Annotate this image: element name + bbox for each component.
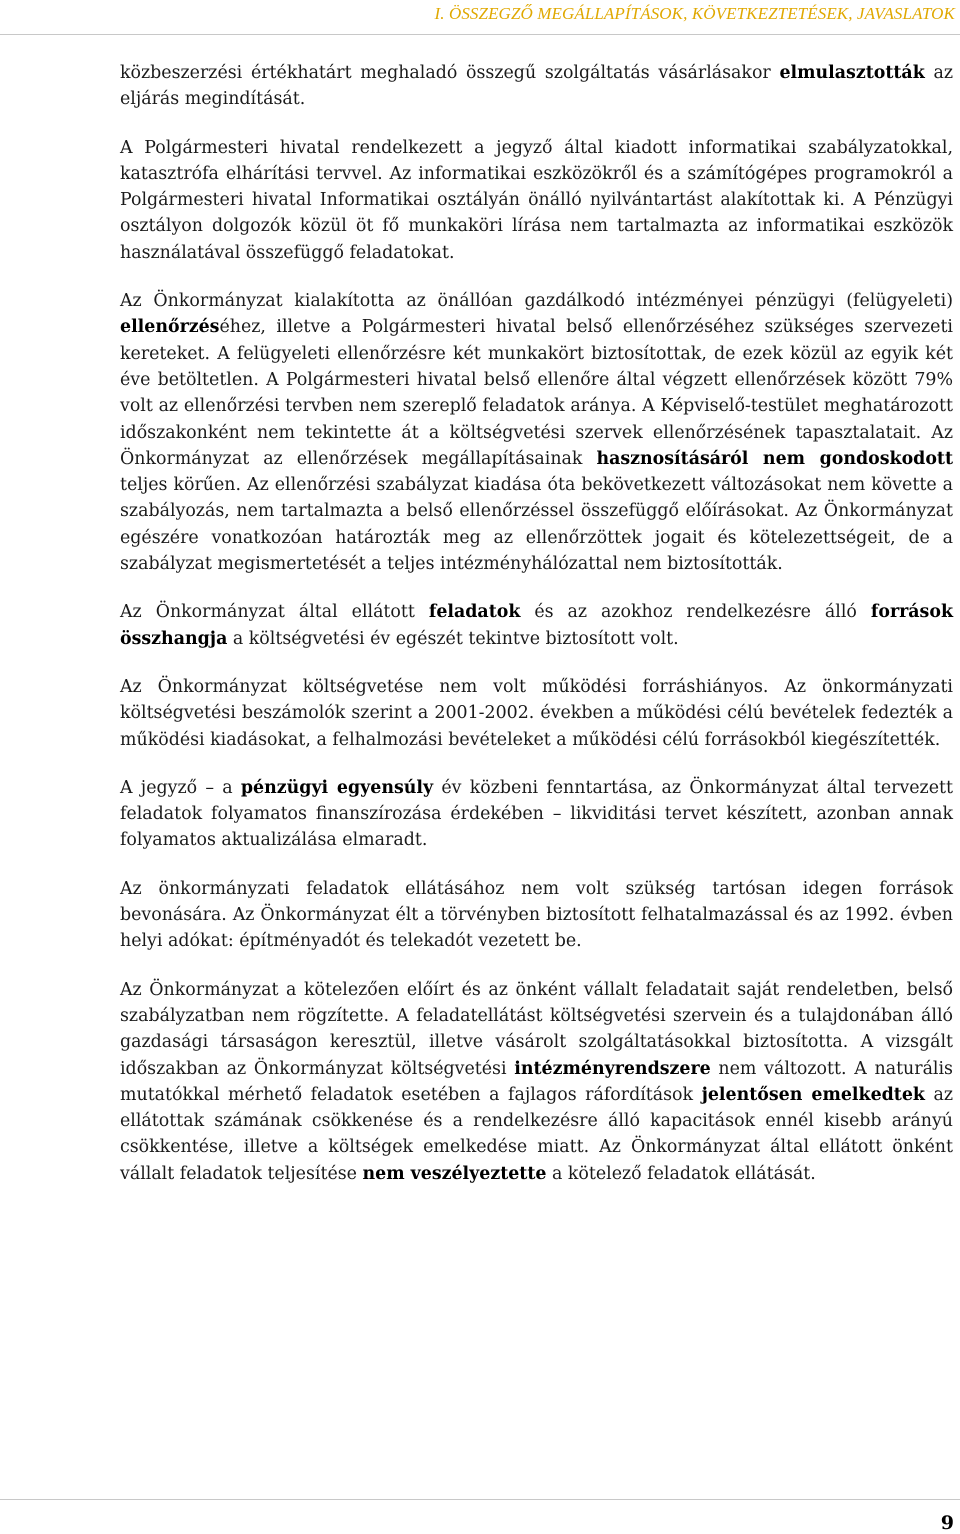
paragraph-tasks-resources xyxy=(120,599,953,652)
text-run: közbeszerzési értékhatárt meghaladó összegű szolgáltatás vásárlásakor xyxy=(120,63,780,83)
bold-run: nem veszélyeztette xyxy=(362,1163,547,1184)
paragraph-control xyxy=(120,288,953,577)
document-body xyxy=(120,60,953,1209)
page-number: 9 xyxy=(940,1512,954,1534)
text-run: Az Önkormányzat költségvetése nem volt működési forráshiányos. Az önkormányzati költségvetési beszámolók szerint a 2001-2002. években a működési célú bevételek fedezték a működési kiadásokat, a felhalmozási bevételeket a működési célú forrásokból kiegészítették. xyxy=(120,676,953,750)
text-run: teljes körűen. Az ellenőrzési szabályzat kiadása óta bekövetkezett változásokat nem követte a szabályozás, nem tartalmazta a belső ellenőrzéssel összefüggő előírásokat. Az Önkormányzat egészére vonatkozóan határozták meg az ellenőrzöttek jogait és kötelezettségeit, de a szabályzat megismertetését a teljes intézményhálózattal nem biztosították. xyxy=(120,475,953,575)
text-run: és az azokhoz rendelkezésre álló xyxy=(520,602,871,623)
text-run: nem változott. A naturális mutatókkal mérhető feladatok esetében a fajlagos ráfordítások xyxy=(120,1058,953,1105)
bold-run: források összhangja xyxy=(120,602,953,649)
bold-run: elmulasztották xyxy=(779,63,925,83)
bold-run: intézményrendszere xyxy=(514,1058,711,1079)
paragraph-local-taxes xyxy=(120,876,953,955)
header-divider xyxy=(0,34,960,35)
bold-run: ellenőrzés xyxy=(120,317,220,338)
text-run: A Polgármesteri hivatal rendelkezett a jegyző által kiadott informatikai szabályzatokkal, katasztrófa elhárítási tervvel. Az informatikai eszközökről és a számítógépes programokról a Polgármesteri hivatal Informatikai osztályán önálló nyilvántartást alakítottak ki. A Pénzügyi osztályon dolgozók közül öt fő munkaköri lírása nem tartalmazta az informatikai eszközök használatával összefüggő feladatokat. xyxy=(120,137,953,263)
text-run: az eljárás megindítását. xyxy=(120,63,953,110)
bold-run: pénzügyi egyensúly xyxy=(240,777,434,798)
paragraph-financial-balance xyxy=(120,775,953,854)
text-run: A jegyző – a xyxy=(120,777,241,798)
paragraph-procurement xyxy=(120,60,953,113)
text-run: Az Önkormányzat a kötelezően előírt és az önként vállalt feladatait saját rendeletben, belső szabályzatban nem rögzítette. A feladatellátást költségvetési szervein és a tulajdonában álló gazdasági társaságon keresztül, illetve vásárolt szolgáltatásokkal biztosította. A vizsgált időszakban az Önkormányzat költségvetési xyxy=(120,979,953,1079)
paragraph-it-regulations xyxy=(120,135,953,266)
footer-divider xyxy=(0,1499,960,1500)
text-run: Az Önkormányzat kialakította az önállóan gazdálkodó intézményei pénzügyi (felügyeleti) xyxy=(120,291,953,312)
text-run: Az önkormányzati feladatok ellátásához nem volt szükség tartósan idegen források bevonására. Az Önkormányzat élt a törvényben biztosított felhatalmazással és az 1992. évben helyi adókat: építményadót és telekadót vezetett be. xyxy=(120,878,953,952)
text-run: Az Önkormányzat által ellátott xyxy=(120,602,429,623)
text-run: a kötelező feladatok ellátását. xyxy=(546,1163,816,1184)
text-run: az ellátottak számának csökkenése és a rendelkezésre álló kapacitások ennél kisebb arányú csökkentése, illetve a költségek emelkedése miatt. Az Önkormányzat által ellátott önként vállalt feladatok teljesítése xyxy=(120,1084,953,1184)
running-header: I. ÖSSZEGZŐ MEGÁLLAPÍTÁSOK, KÖVETKEZTETÉSEK, JAVASLATOK xyxy=(434,4,955,23)
text-run: éhez, illetve a Polgármesteri hivatal belső ellenőrzéséhez szükséges szervezeti kereteket. A felügyeleti ellenőrzésre két munkakört biztosítottak, de ezek közül az egyik két éve betöltetlen. A Polgármesteri hivatal belső ellenőre által végzett ellenőrzések között 79% volt az ellenőrzési tervben nem szereplő feladatok aránya. A Képviselő-testület meghatározott időszakonként nem tekintette át a költségvetési szervek ellenőrzésének tapasztalatait. Az Önkormányzat az ellenőrzések megállapításainak xyxy=(120,317,953,469)
text-run: év közbeni fenntartása, az Önkormányzat által tervezett feladatok folyamatos finanszírozása érdekében – likviditási tervet készített, azonban annak folyamatos aktualizálása elmaradt. xyxy=(120,777,953,851)
bold-run: jelentősen emelkedtek xyxy=(701,1084,925,1105)
bold-run: feladatok xyxy=(428,602,521,623)
paragraph-budget xyxy=(120,674,953,753)
bold-run: hasznosításáról nem gondoskodott xyxy=(596,448,953,469)
paragraph-institutions xyxy=(120,977,953,1187)
text-run: a költségvetési év egészét tekintve biztosított volt. xyxy=(227,628,679,649)
